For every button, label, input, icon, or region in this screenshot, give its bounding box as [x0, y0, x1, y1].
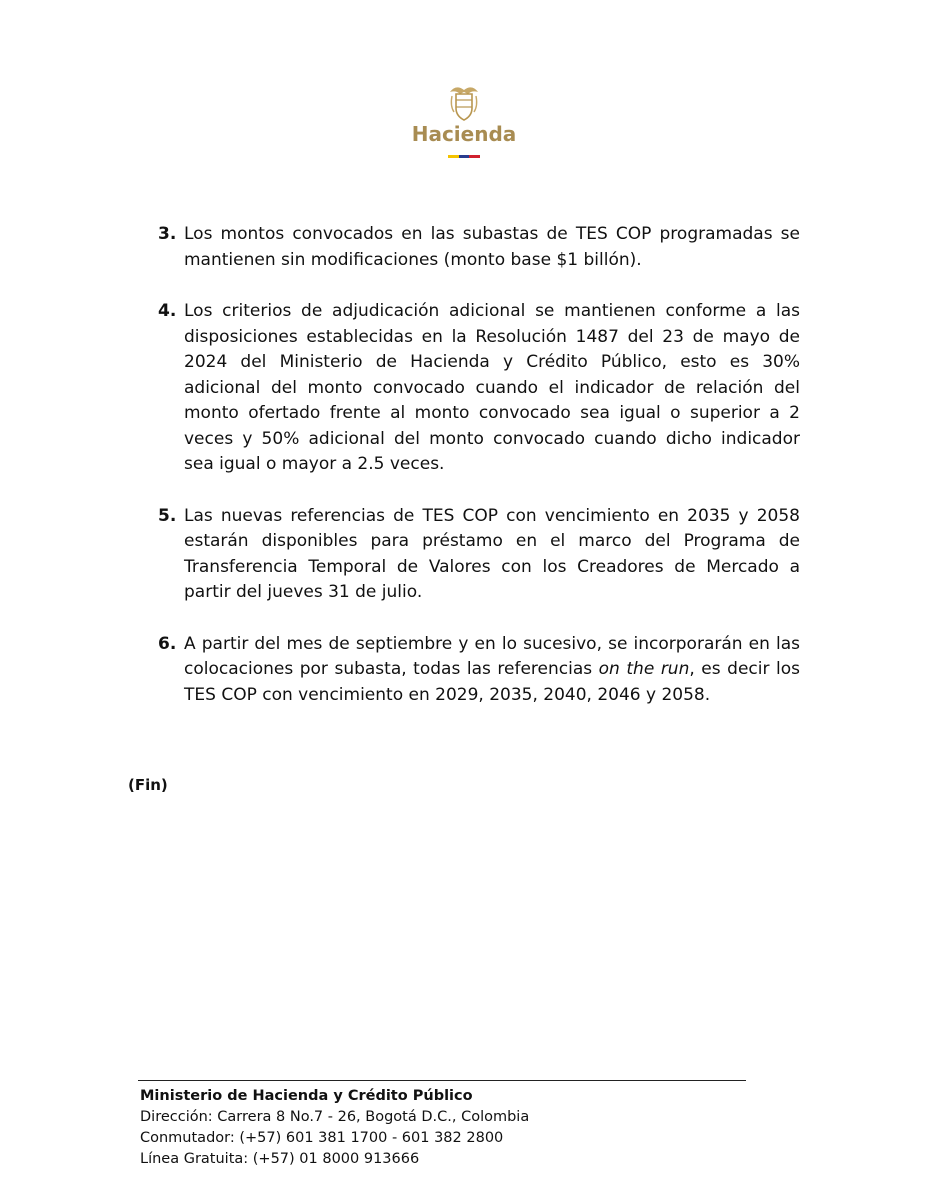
closing-mark: (Fin) — [128, 776, 168, 794]
footer-divider — [138, 1080, 746, 1081]
item-number: 5. — [158, 505, 177, 526]
item-number: 4. — [158, 301, 177, 321]
item-text: Los criterios de adjudicación adicional se mantienen conforme a las disposiciones establecidas en la Resolución 1487 del 23 de mayo de 2024 del Ministerio de Hacienda y Crédito Público, esto es 30% adicional del monto convocado cuando el indicador de relación del monto ofertado frente al monto convocado sea igual o superior a 2 veces y 50% adicional del monto convocado cuando dicho indicador sea igual o mayor a 2.5 veces. — [184, 301, 800, 474]
footer — [140, 1086, 780, 1170]
item-number: 3. — [158, 224, 177, 244]
footer-organization: Ministerio de Hacienda y Crédito Público — [140, 1088, 473, 1104]
flag-stripe — [448, 155, 480, 158]
logo-text: Hacienda — [411, 122, 517, 146]
numbered-list — [148, 222, 800, 734]
footer-address: Dirección: Carrera 8 No.7 - 26, Bogotá D.C., Colombia — [140, 1109, 530, 1125]
list-item — [148, 632, 800, 709]
flag-yellow — [448, 155, 459, 158]
coat-of-arms-icon — [444, 82, 484, 122]
item-text: Los montos convocados en las subastas de TES COP programadas se mantienen sin modificaciones (monto base $1 billón). — [184, 224, 800, 270]
ministry-logo — [404, 82, 524, 162]
list-item — [148, 222, 800, 273]
italic-term: on the run — [598, 659, 690, 679]
item-text: A partir del mes de septiembre y en lo sucesivo, se incorporarán en las colocaciones por subasta, todas las referencias on the run, es decir los TES COP con vencimiento en 2029, 2035, 2040, 2046 y 2058. — [184, 633, 800, 705]
footer-switchboard: Conmutador: (+57) 601 381 1700 - 601 382 2800 — [140, 1130, 504, 1146]
list-item — [148, 504, 800, 606]
flag-red — [469, 155, 480, 158]
list-item — [148, 299, 800, 478]
item-number: 6. — [158, 633, 177, 654]
footer-toll-free: Línea Gratuita: (+57) 01 8000 913666 — [140, 1151, 420, 1167]
flag-blue — [459, 155, 470, 158]
item-text: Las nuevas referencias de TES COP con vencimiento en 2035 y 2058 estarán disponibles para préstamo en el marco del Programa de Transferencia Temporal de Valores con los Creadores de Mercado a partir del jueves 31 de julio. — [184, 505, 800, 602]
